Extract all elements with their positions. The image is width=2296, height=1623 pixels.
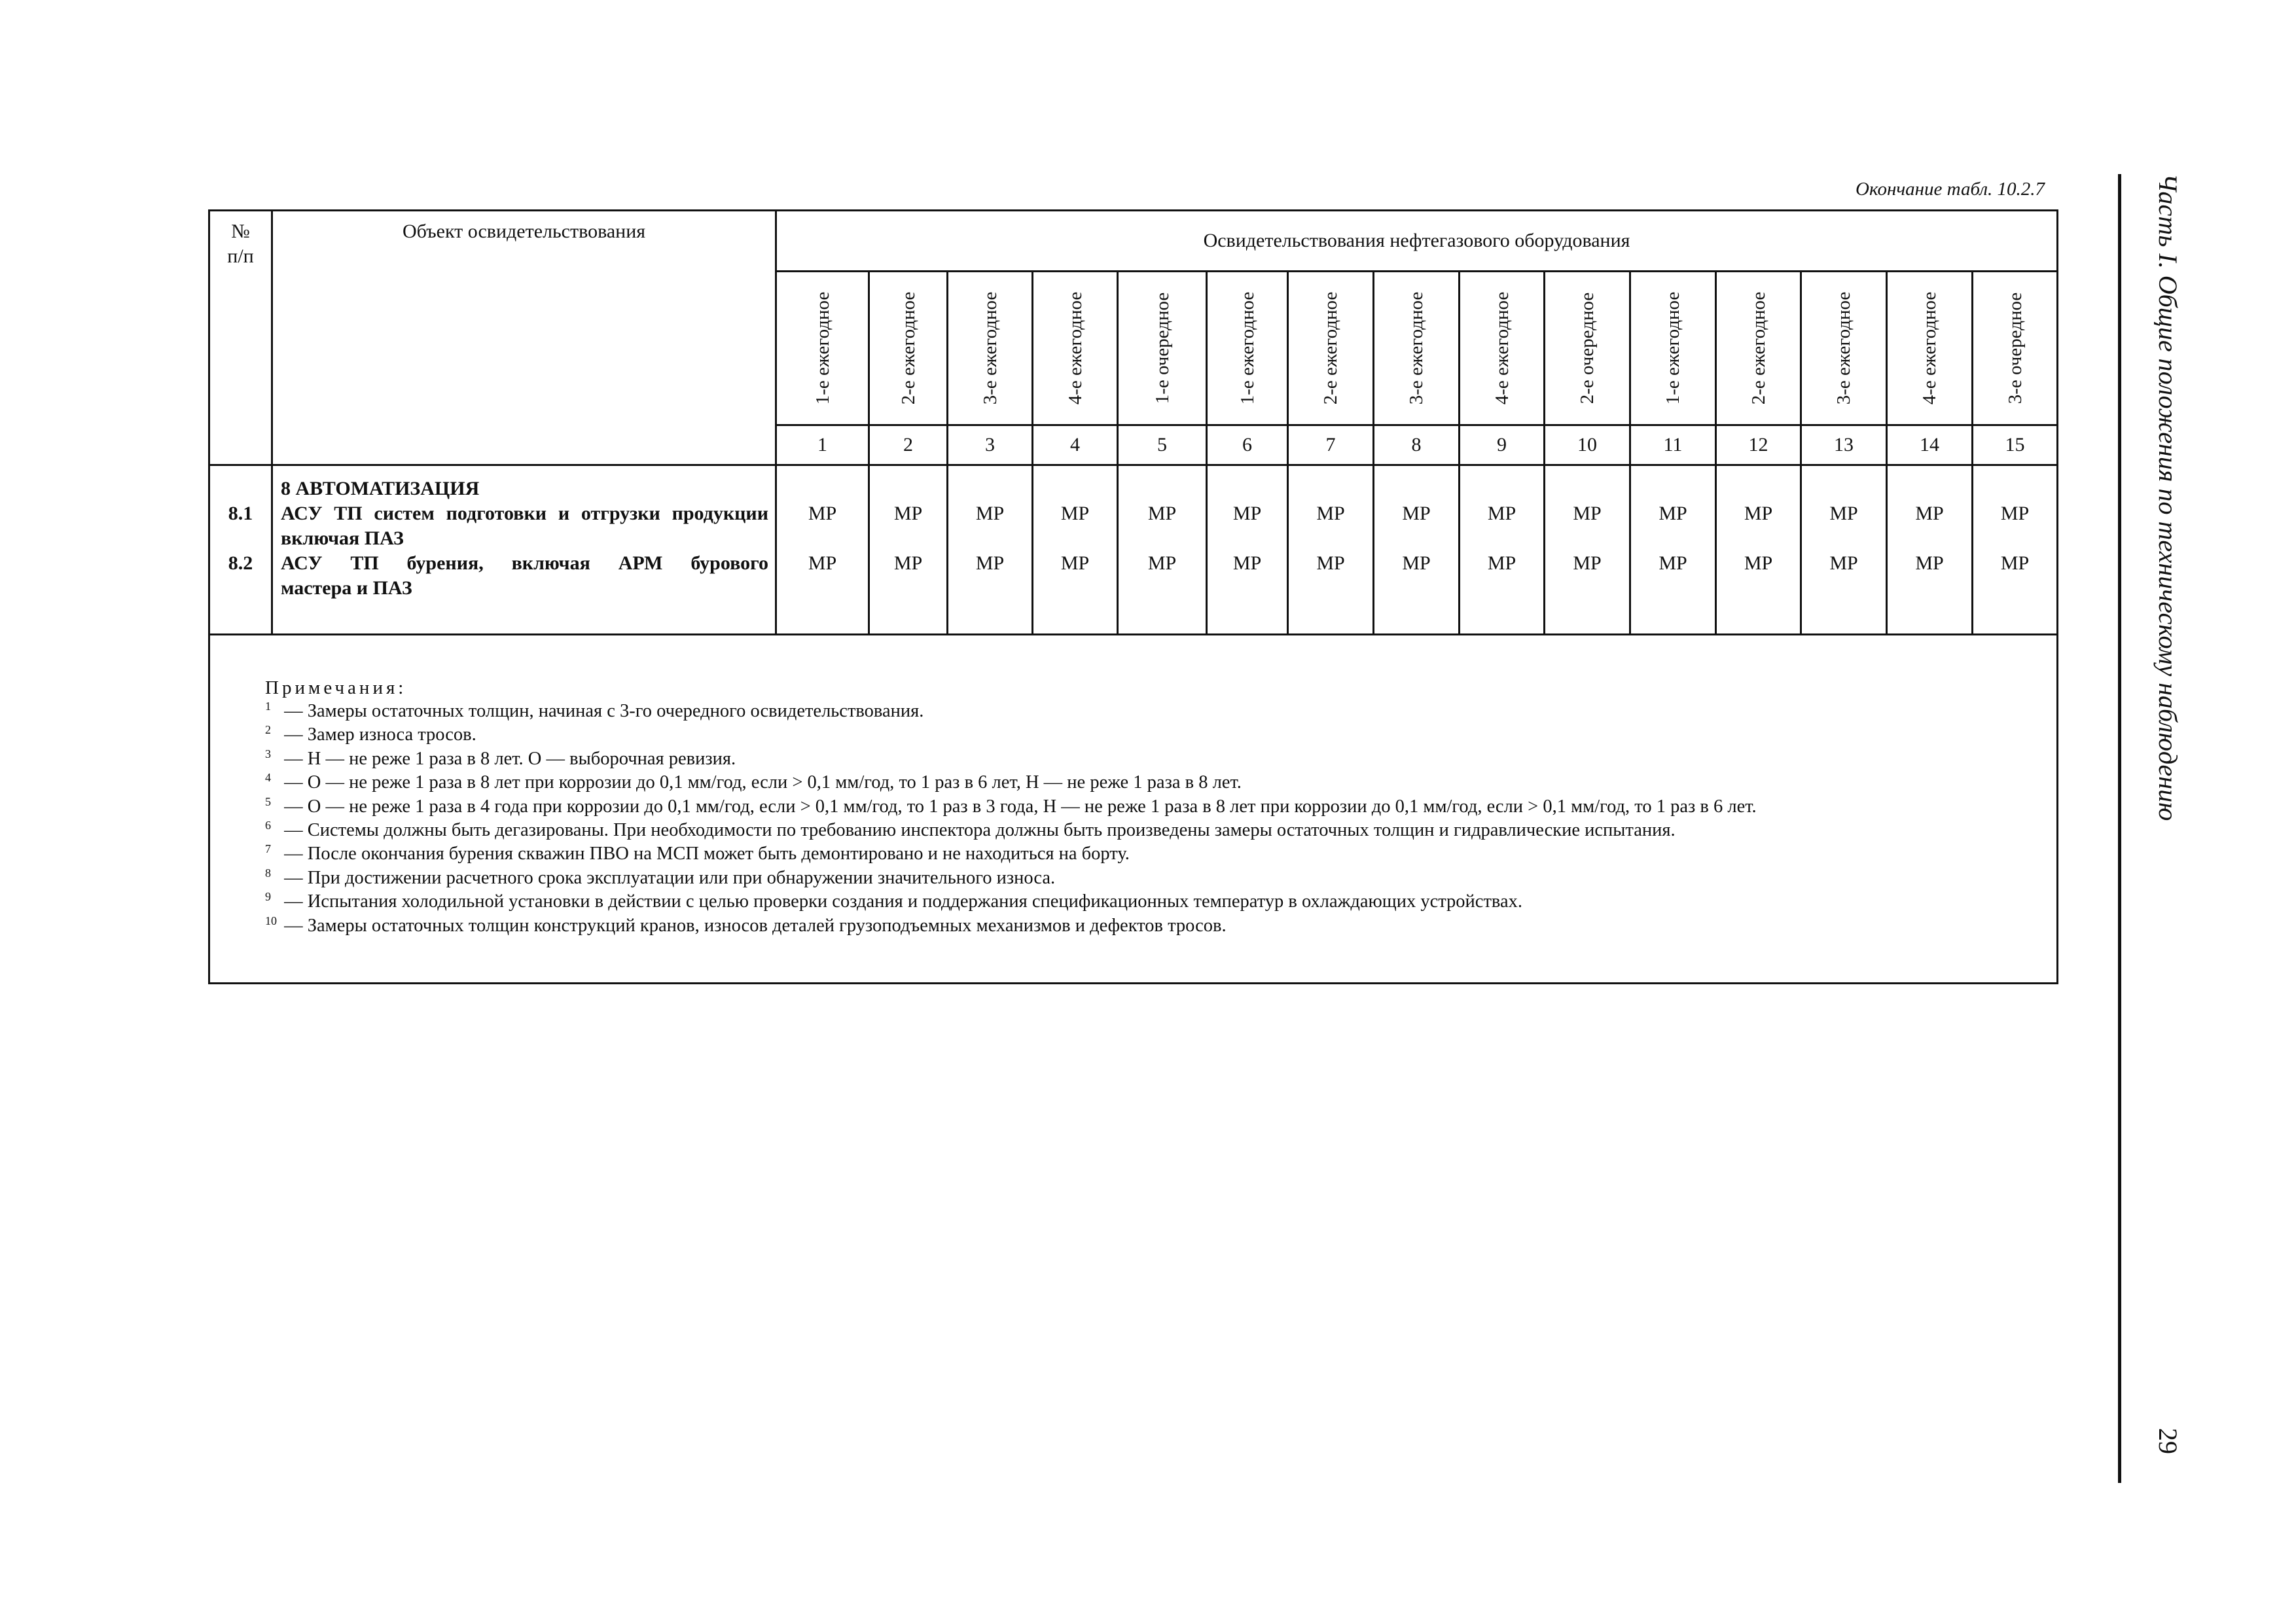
margin-rule bbox=[2118, 174, 2121, 1483]
value-cell bbox=[1630, 465, 1716, 635]
survey-type-cell bbox=[1630, 272, 1716, 425]
survey-type-cell bbox=[1716, 272, 1801, 425]
survey-type-cell bbox=[1460, 272, 1545, 425]
value-8-2: МР bbox=[808, 552, 837, 574]
survey-type-label: 4-е ежегодное bbox=[1919, 291, 1940, 405]
value-8-1: МР bbox=[2000, 503, 2030, 524]
note-text: — Замеры остаточных толщин, начиная с 3-го очередного освидетельствования. bbox=[284, 701, 924, 721]
value-8-2: МР bbox=[1060, 552, 1090, 574]
survey-type-cell bbox=[1973, 272, 2058, 425]
row-object-text: АСУ ТП систем подготовки и отгрузки продукции bbox=[281, 503, 768, 524]
row-numbers-cell bbox=[209, 465, 272, 635]
survey-type-cell bbox=[1033, 272, 1118, 425]
value-8-2: МР bbox=[1316, 552, 1345, 574]
header-group-label: Освидетельствования нефтегазового оборудования bbox=[1203, 230, 1630, 251]
column-number: 15 bbox=[1973, 425, 2058, 465]
survey-type-cell bbox=[1801, 272, 1887, 425]
column-number: 14 bbox=[1887, 425, 1973, 465]
row-number: 8.1 bbox=[228, 503, 253, 524]
note-item: $^2$ — Замер износа тросов. bbox=[265, 723, 476, 745]
header-num-cell bbox=[209, 211, 272, 465]
survey-type-label: 1-е очередное bbox=[1151, 292, 1173, 404]
note-text: — Замеры остаточных толщин конструкций кранов, износов деталей грузоподъемных механизмов и дефектов тросов. bbox=[284, 915, 1227, 936]
value-cell bbox=[1207, 465, 1288, 635]
value-8-1: МР bbox=[1829, 503, 1858, 524]
survey-type-label: 1-е ежегодное bbox=[812, 291, 833, 405]
survey-type-label: 2-е очередное bbox=[1577, 292, 1598, 404]
page-number bbox=[2153, 1428, 2182, 1467]
note-item: $^5$ — О — не реже 1 раза в 4 года при коррозии до 0,1 мм/год, если > 0,1 мм/год, то 1 раз в 3 года, Н — не реже 1 раза в 8 лет при коррозии до 0,1 мм/год, если > 0,1 мм/год, то 1 раз в 6 лет. bbox=[265, 794, 1757, 817]
note-item: $^1$ — Замеры остаточных толщин, начиная с 3-го очередного освидетельствования. bbox=[265, 700, 924, 721]
running-head-text: Часть I. Общие положения по техническому наблюдению bbox=[2153, 173, 2183, 821]
column-number: 13 bbox=[1801, 425, 1887, 465]
column-number: 7 bbox=[1288, 425, 1374, 465]
value-8-1: МР bbox=[1060, 503, 1090, 524]
survey-type-cell bbox=[1288, 272, 1374, 425]
note-text: — О — не реже 1 раза в 8 лет при коррозии до 0,1 мм/год, если > 0,1 мм/год, то 1 раз в 6 лет, Н — не реже 1 раза в 8 лет. bbox=[284, 772, 1242, 793]
value-8-1: МР bbox=[1402, 503, 1431, 524]
value-cell bbox=[1716, 465, 1801, 635]
note-text: — О — не реже 1 раза в 4 года при коррозии до 0,1 мм/год, если > 0,1 мм/год, то 1 раз в 3 года, Н — не реже 1 раза в 8 лет при коррозии до 0,1 мм/год, если > 0,1 мм/год, то 1 раз в 6 лет. bbox=[284, 796, 1757, 817]
column-number: 3 bbox=[948, 425, 1033, 465]
value-8-2: МР bbox=[1915, 552, 1944, 574]
value-8-2: МР bbox=[1232, 552, 1262, 574]
column-number: 6 bbox=[1207, 425, 1288, 465]
section-title: 8 АВТОМАТИЗАЦИЯ bbox=[281, 478, 480, 499]
value-cell bbox=[1374, 465, 1460, 635]
value-8-1: МР bbox=[1147, 503, 1177, 524]
header-group-cell bbox=[776, 211, 2058, 272]
value-8-2: МР bbox=[1573, 552, 1602, 574]
value-8-1: МР bbox=[1316, 503, 1345, 524]
header-num-sublabel: п/п bbox=[227, 245, 254, 267]
note-item: $^9$ — Испытания холодильной установки в действии с целью проверки создания и поддержания спецификационных температур в охлаждающих устройствах. bbox=[265, 890, 1523, 912]
value-8-1: МР bbox=[1487, 503, 1516, 524]
value-8-1: МР bbox=[893, 503, 923, 524]
survey-type-cell bbox=[1374, 272, 1460, 425]
value-8-1: МР bbox=[1232, 503, 1262, 524]
survey-type-label: 2-е ежегодное bbox=[1320, 291, 1341, 405]
value-8-2: МР bbox=[1402, 552, 1431, 574]
note-item: $^6$ — Системы должны быть дегазированы. При необходимости по требованию инспектора должны быть произведены замеры остаточных толщин и гидравлические испытания. bbox=[265, 819, 1676, 841]
note-item: $^8$ — При достижении расчетного срока эксплуатации или при обнаружении значительного износа. bbox=[265, 866, 1056, 888]
notes-row bbox=[209, 635, 2058, 984]
column-number: 12 bbox=[1716, 425, 1801, 465]
survey-type-cell bbox=[1118, 272, 1207, 425]
survey-type-cell bbox=[776, 272, 869, 425]
column-number: 1 bbox=[776, 425, 869, 465]
table-row bbox=[209, 465, 2058, 635]
note-text: — Системы должны быть дегазированы. При необходимости по требованию инспектора должны быть произведены замеры остаточных толщин и гидравлические испытания. bbox=[284, 820, 1676, 841]
notes-cell bbox=[209, 635, 2058, 984]
note-text: — Замер износа тросов. bbox=[284, 724, 476, 745]
value-8-2: МР bbox=[1487, 552, 1516, 574]
value-8-2: МР bbox=[2000, 552, 2030, 574]
survey-type-label: 1-е ежегодное bbox=[1662, 291, 1683, 405]
survey-type-label: 4-е ежегодное bbox=[1064, 291, 1086, 405]
value-8-2: МР bbox=[975, 552, 1005, 574]
survey-type-label: 2-е ежегодное bbox=[1748, 291, 1769, 405]
note-text: — При достижении расчетного срока эксплуатации или при обнаружении значительного износа. bbox=[284, 867, 1056, 888]
survey-type-cell bbox=[948, 272, 1033, 425]
survey-type-label: 2-е ежегодное bbox=[897, 291, 919, 405]
header-object-label: Объект освидетельствования bbox=[402, 221, 646, 242]
running-head bbox=[2153, 173, 2182, 1024]
column-number: 4 bbox=[1033, 425, 1118, 465]
column-number: 5 bbox=[1118, 425, 1207, 465]
page-number-text: 29 bbox=[2153, 1428, 2183, 1454]
value-cell bbox=[1288, 465, 1374, 635]
note-item: $^{10}$ — Замеры остаточных толщин конструкций кранов, износов деталей грузоподъемных механизмов и дефектов тросов. bbox=[265, 914, 1227, 936]
survey-type-cell bbox=[869, 272, 948, 425]
value-cell bbox=[1033, 465, 1118, 635]
survey-table bbox=[208, 209, 2058, 984]
row-number: 8.2 bbox=[228, 552, 253, 574]
value-cell bbox=[1887, 465, 1973, 635]
note-item: $^7$ — После окончания бурения скважин ПВО на МСП может быть демонтировано и не находиться на борту. bbox=[265, 842, 1130, 865]
value-cell bbox=[1545, 465, 1630, 635]
value-8-1: МР bbox=[1573, 503, 1602, 524]
value-8-2: МР bbox=[1829, 552, 1858, 574]
survey-type-label: 3-е очередное bbox=[2004, 292, 2026, 404]
value-cell bbox=[1460, 465, 1545, 635]
notes-title: Примечания: bbox=[265, 677, 407, 698]
value-8-1: МР bbox=[1659, 503, 1687, 524]
value-8-1: МР bbox=[1915, 503, 1944, 524]
header-object-cell bbox=[272, 211, 776, 465]
value-cell bbox=[1118, 465, 1207, 635]
note-text: — Испытания холодильной установки в действии с целью проверки создания и поддержания спецификационных температур в охлаждающих устройствах. bbox=[284, 891, 1523, 912]
survey-type-cell bbox=[1207, 272, 1288, 425]
value-8-2: МР bbox=[1147, 552, 1177, 574]
value-8-2: МР bbox=[1659, 552, 1687, 574]
value-8-1: МР bbox=[975, 503, 1005, 524]
value-8-1: МР bbox=[808, 503, 837, 524]
value-cell bbox=[1973, 465, 2058, 635]
column-number: 2 bbox=[869, 425, 948, 465]
value-cell bbox=[869, 465, 948, 635]
column-number: 9 bbox=[1460, 425, 1545, 465]
survey-type-label: 3-е ежегодное bbox=[1406, 291, 1427, 405]
row-object-text: включая ПАЗ bbox=[281, 527, 404, 549]
survey-type-cell bbox=[1545, 272, 1630, 425]
row-object-text: АСУ ТП бурения, включая АРМ бурового bbox=[281, 552, 768, 574]
column-number: 8 bbox=[1374, 425, 1460, 465]
value-cell bbox=[1801, 465, 1887, 635]
survey-type-label: 1-е ежегодное bbox=[1236, 291, 1258, 405]
survey-type-label: 3-е ежегодное bbox=[1833, 291, 1854, 405]
value-8-1: МР bbox=[1744, 503, 1773, 524]
value-8-2: МР bbox=[893, 552, 923, 574]
note-text: — Н — не реже 1 раза в 8 лет. О — выборочная ревизия. bbox=[284, 748, 736, 769]
value-8-2: МР bbox=[1744, 552, 1773, 574]
header-num-label: № bbox=[231, 221, 250, 242]
column-number: 11 bbox=[1630, 425, 1716, 465]
value-cell bbox=[776, 465, 869, 635]
survey-type-cell bbox=[1887, 272, 1973, 425]
row-objects-cell bbox=[272, 465, 776, 635]
row-object-text: мастера и ПАЗ bbox=[281, 577, 412, 599]
value-cell bbox=[948, 465, 1033, 635]
table-continuation-caption: Окончание табл. 10.2.7 bbox=[1856, 179, 2045, 200]
note-item: $^3$ — Н — не реже 1 раза в 8 лет. О — выборочная ревизия. bbox=[265, 747, 736, 769]
survey-type-label: 4-е ежегодное bbox=[1491, 291, 1513, 405]
column-number: 10 bbox=[1545, 425, 1630, 465]
survey-type-label: 3-е ежегодное bbox=[979, 291, 1001, 405]
note-text: — После окончания бурения скважин ПВО на МСП может быть демонтировано и не находиться на борту. bbox=[284, 844, 1130, 865]
note-item: $^4$ — О — не реже 1 раза в 8 лет при коррозии до 0,1 мм/год, если > 0,1 мм/год, то 1 раз в 6 лет, Н — не реже 1 раза в 8 лет. bbox=[265, 771, 1242, 793]
